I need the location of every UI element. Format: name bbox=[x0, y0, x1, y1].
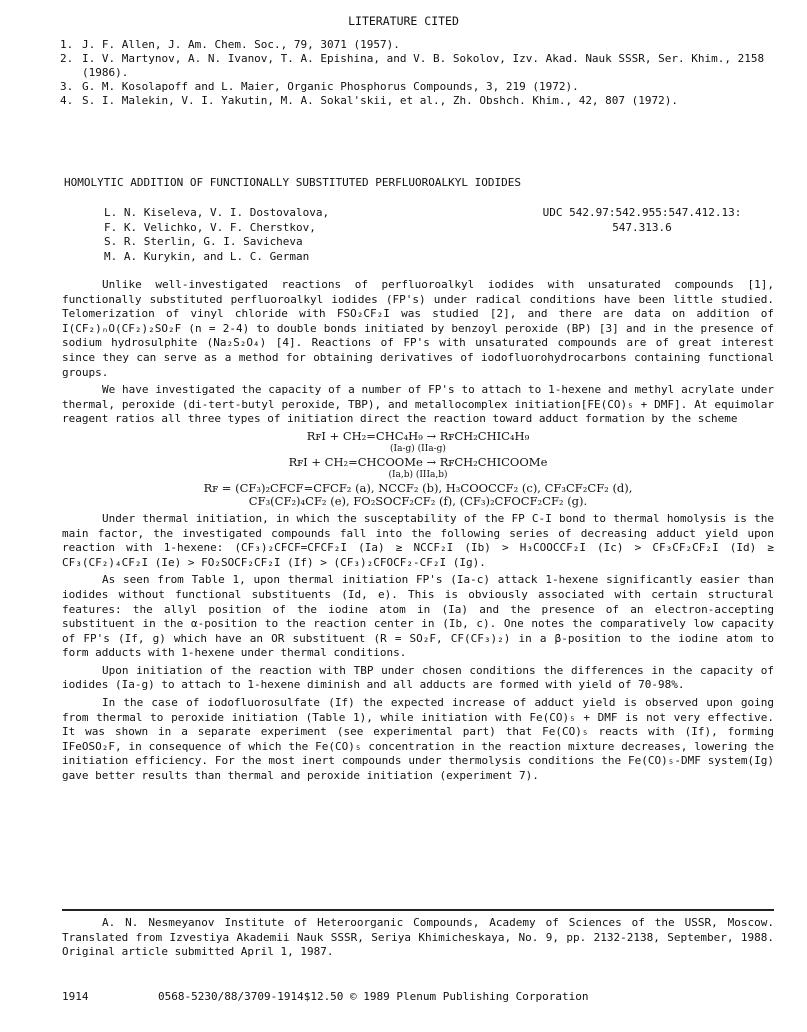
body-paragraph: We have investigated the capacity of a number of FP's to attach to 1-hexene and methyl acrylate under thermal, peroxide (di-tert-butyl peroxide, TBP), and metallocomplex initiation[FE(CO)₅ + DMF]. At equimolar reagent ratios all three types of initiation direct the reaction toward adduct formation by the scheme bbox=[62, 383, 774, 426]
body-paragraph: In the case of iodofluorosulfate (If) the expected increase of adduct yield is observed upon going from thermal to peroxide initiation (Table 1), while initiation with Fe(CO)₅ + DMF is not very effective. It was shown in a separate experiment (see experimental part) that Fe(CO)₅ reacts with (If), forming IFeOSO₂F, in consequence of which the Fe(CO)₅ concentration in the reaction mixture decreases, lowering the initiation efficiency. For the most inert compounds under thermolysis conditions the Fe(CO)₅-DMF system(Ig) gave better results than thermal and peroxide initiation (experiment 7). bbox=[62, 696, 774, 783]
reaction-scheme bbox=[62, 430, 774, 508]
reference-number: 4. bbox=[60, 94, 74, 107]
reference-list bbox=[60, 38, 770, 108]
page-footer bbox=[62, 990, 774, 1003]
literature-cited-heading: LITERATURE CITED bbox=[348, 14, 459, 28]
reference-number: 2. bbox=[60, 52, 74, 65]
scheme-sublabel: (Ia,b) (IIIa,b) bbox=[388, 469, 448, 480]
reference-number: 1. bbox=[60, 38, 74, 51]
reference-item bbox=[60, 38, 770, 52]
reference-text: J. F. Allen, J. Am. Chem. Soc., 79, 3071 (1957). bbox=[82, 38, 400, 51]
udc-classification bbox=[522, 206, 762, 235]
reference-text: I. V. Martynov, A. N. Ivanov, T. A. Epishina, and V. B. Sokolov, Izv. Akad. Nauk SSSR, Ser. Khim., 2158 (1986). bbox=[82, 52, 765, 79]
page-number: 1914 bbox=[62, 990, 89, 1003]
body-paragraph: As seen from Table 1, upon thermal initiation FP's (Ia-c) attack 1-hexene significantly easier than iodides without functional substituents (Id, e). This is obviously associated with certain structural features: the allyl position of the iodine atom in (Ia) and the presence of an electron-accepting substituent in the α-position to the reaction center in (Ib, c). One notes the comparatively low capacity of FP's (If, g) which have an OR substituent (R = SO₂F, CF(CF₃)₂) in a β-position to the iodine atom to form adducts with 1-hexene under thermal conditions. bbox=[62, 573, 774, 660]
body-paragraph: Under thermal initiation, in which the susceptability of the FP C-I bond to thermal homolysis is the main factor, the investigated compounds fall into the following series of decreasing adduct yield upon reaction with 1-hexene: (CF₃)₂CFCF=CFCF₂I (Ia) ≥ NCCF₂I (Ib) > H₃COOCCF₂I (Ic) > CF₃CF₂CF₂I (Id) ≥ CF₃(CF₂)₄CF₂I (Ie) > FO₂SOCF₂CF₂I (If) > (CF₃)₂CFOCF₂-CF₂I (Ig). bbox=[62, 511, 774, 569]
author-line: S. R. Sterlin, G. I. Savicheva bbox=[104, 235, 303, 248]
footnote bbox=[62, 916, 774, 960]
article-body bbox=[62, 278, 774, 787]
udc-line: UDC 542.97:542.955:547.412.13: bbox=[542, 206, 742, 219]
scheme-line: RꜰI + CH₂=CHCOOMe → RꜰCH₂CHICOOMe bbox=[288, 454, 548, 469]
scheme-line: RꜰI + CH₂=CHC₄H₉ → RꜰCH₂CHIC₄H₉ bbox=[306, 428, 530, 443]
reference-item bbox=[60, 80, 770, 94]
body-paragraph: Upon initiation of the reaction with TBP under chosen conditions the differences in the capacity of iodides (Ia-g) to attach to 1-hexene diminish and all adducts are formed with yield of 70-98%. bbox=[62, 663, 774, 692]
issn-copyright-line: 0568-5230/88/3709-1914$12.50 © 1989 Plenum Publishing Corporation bbox=[158, 990, 589, 1003]
author-list bbox=[104, 206, 329, 264]
article-title: HOMOLYTIC ADDITION OF FUNCTIONALLY SUBSTITUTED PERFLUOROALKYL IODIDES bbox=[64, 176, 521, 189]
reference-text: S. I. Malekin, V. I. Yakutin, M. A. Sokal'skii, et al., Zh. Obshch. Khim., 42, 807 (1972). bbox=[82, 94, 679, 107]
footnote-text: A. N. Nesmeyanov Institute of Heteroorganic Compounds, Academy of Sciences of the USSR, Moscow. Translated from Izvestiya Akademii Nauk SSSR, Seriya Khimicheskaya, No. 9, pp. 2132-2138, September, 1988. Original article submitted April 1, 1987. bbox=[62, 916, 774, 959]
author-line: F. K. Velichko, V. F. Cherstkov, bbox=[104, 220, 316, 234]
author-line: M. A. Kurykin, and L. C. German bbox=[104, 249, 310, 263]
author-line: L. N. Kiseleva, V. I. Dostovalova, bbox=[104, 206, 330, 219]
reference-item bbox=[60, 52, 770, 80]
scheme-sublabel: (Ia-g) (IIa-g) bbox=[390, 443, 446, 454]
reference-number: 3. bbox=[60, 80, 74, 93]
body-paragraph: Unlike well-investigated reactions of perfluoroalkyl iodides with unsaturated compounds [1], functionally substituted perfluoroalkyl iodides (FP's) under radical conditions have been little studied. Telomerization of vinyl chloride with FSO₂CF₂I was studied [2], and there are data on addition of I(CF₂)ₙO(CF₂)₂SO₂F (n = 2-4) to double bonds initiated by benzoyl peroxide (BP) [3] and in the presence of sodium hydrosulphite (Na₂S₂O₄) [4]. Reactions of FP's with unsaturated compounds are of great interest since they can serve as a method for obtaining derivatives of iodofluorohydrocarbons containing functional groups. bbox=[62, 278, 774, 379]
reference-text: G. M. Kosolapoff and L. Maier, Organic Phosphorus Compounds, 3, 219 (1972). bbox=[82, 80, 579, 93]
reference-item bbox=[60, 94, 770, 108]
scheme-line: CF₃(CF₂)₄CF₂ (e), FO₂SOCF₂CF₂ (f), (CF₃)₂CFOCF₂CF₂ (g). bbox=[248, 493, 588, 508]
footnote-divider bbox=[62, 909, 774, 911]
scheme-line: Rꜰ = (CF₃)₂CFCF=CFCF₂ (a), NCCF₂ (b), H₃COOCCF₂ (c), CF₃CF₂CF₂ (d), bbox=[203, 480, 633, 495]
udc-line: 547.313.6 bbox=[612, 220, 672, 234]
